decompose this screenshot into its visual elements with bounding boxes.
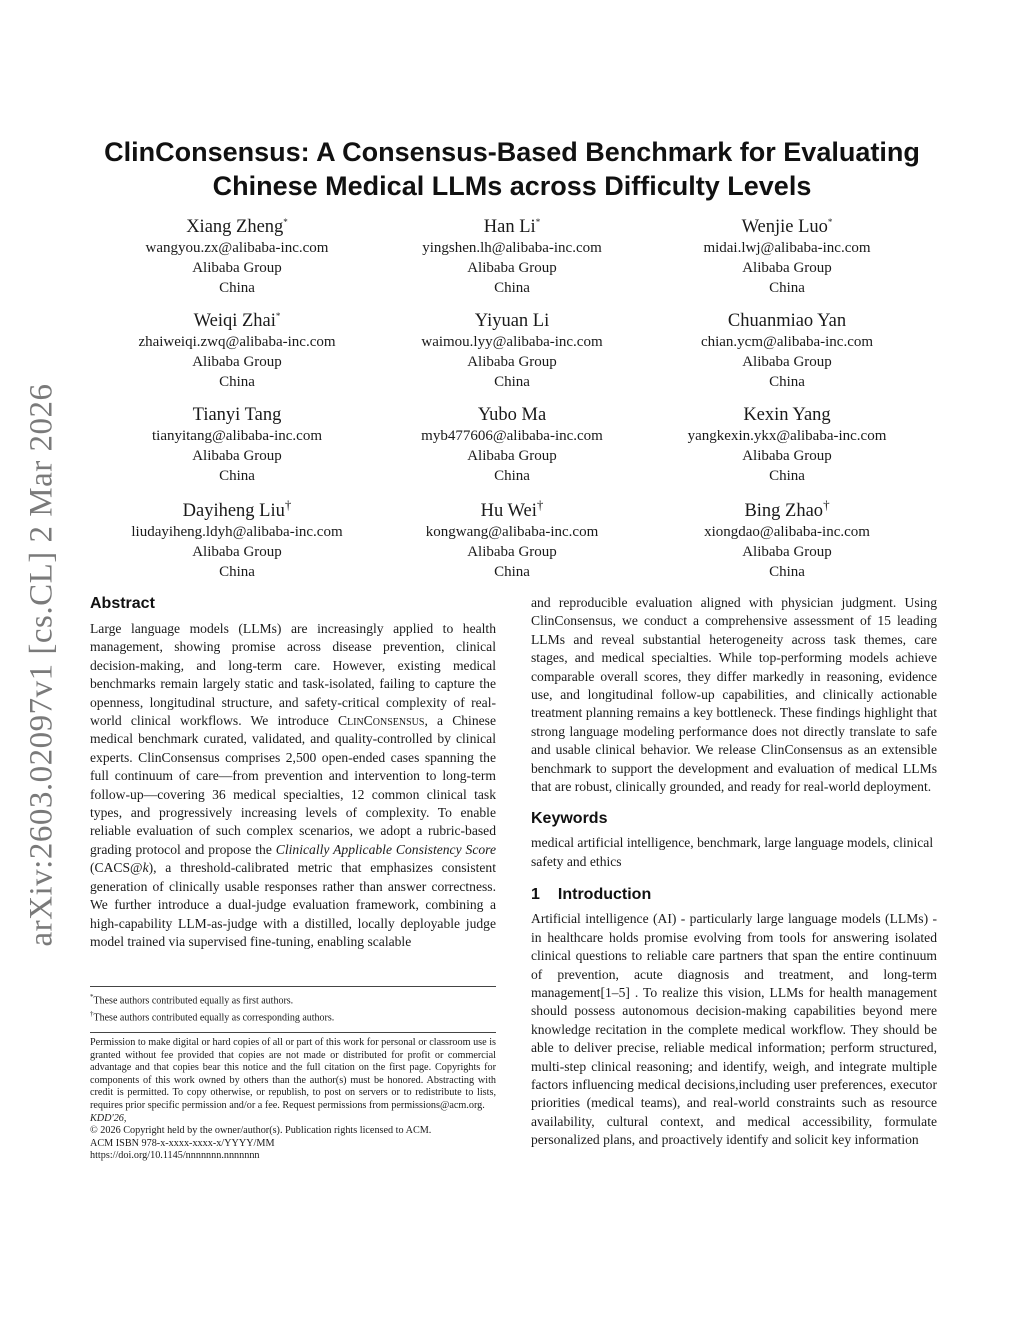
author-affiliation: Alibaba Group [467,448,557,464]
metric-name: Clinically Applicable Consistency Score [275,841,497,857]
keywords-heading: Keywords [531,810,608,828]
author-block [637,216,937,298]
footnote-mark: * [90,993,94,1001]
author-email[interactable]: xiongdao@alibaba-inc.com [704,524,870,540]
abstract-part-2: , a Chinese medical benchmark curated, validated, and quality-controlled by clinical experts. ClinConsensus comprises 2,500 open-ended cases spanning the full continuum of care—from prevention and intervention to long-term follow-up—covering 36 medical specialties, 12 common clinical task types, and progressively increasing levels of complexity. To enable reliable evaluation of such complex scenarios, we adopt a rubric-based grading protocol and propose the [90,713,496,857]
author-name: Xiang Zheng [186,217,284,237]
copyright-line: © 2026 Copyright held by the owner/author(s). Publication rights licensed to ACM. [90,1125,432,1137]
author-block [362,404,662,486]
author-affiliation: Alibaba Group [742,544,832,560]
keywords-text: medical artificial intelligence, benchmark, large language models, clinical safety and ethics [531,835,934,869]
author-name: Wenjie Luo [741,217,828,237]
author-block [637,404,937,486]
author-mark: † [823,496,830,512]
author-country: China [494,468,530,484]
conference-label: KDD'26, [90,1112,127,1124]
metric-k: k [142,860,149,876]
author-country: China [219,564,255,580]
permission-text: Permission to make digital or hard copies of all or part of this work for personal or classroom use is granted without fee provided that copies are not made or distributed for profit or commercial advantage and that copies bear this notice and the full citation on the first page. Copyrights for components of this work owned by others than the author(s) must be honored. Abstracting with credit is permitted. To copy otherwise, or republish, to post on servers or to redistribute to lists, requires prior specific permission and/or a fee. Request permissions from permissions@acm.org. [90,1037,496,1111]
author-affiliation: Alibaba Group [192,260,282,276]
author-email[interactable]: kongwang@alibaba-inc.com [425,524,599,540]
right-column [531,594,937,1150]
introduction-heading [531,885,937,905]
author-mark: * [535,216,541,227]
author-country: China [769,374,805,390]
author-country: China [219,280,255,296]
author-name: Yubo Ma [477,405,547,425]
author-country: China [769,280,805,296]
author-email[interactable]: liudayiheng.ldyh@alibaba-inc.com [131,524,343,540]
abstract-continued: and reproducible evaluation aligned with physician judgment. Using ClinConsensus, we conduct a comprehensive assessment of 15 leading LLMs and reveal substantial heterogeneity across task themes, care stages, and medical specialties. While top-performing models achieve comparable overall scores, they differ markedly in reasoning, evidence use, and longitudinal follow-up capabilities, and clinically actionable treatment planning remains a key bottleneck. These findings highlight that strong language modeling performance does not directly translate to safe and usable clinical behavior. We release ClinConsensus as an extensible benchmark to support the development and evaluation of medical LLMs that are robust, clinically grounded, and ready for real-world deployment. [531,595,937,795]
author-affiliation: Alibaba Group [742,354,832,370]
author-email[interactable]: chian.ycm@alibaba-inc.com [700,334,874,350]
introduction-text: Artificial intelligence (AI) - particularly large language models (LLMs) - in healthcare holds promise evolving from tools for answering isolated clinical questions to reliable care partners that span the entire continuum of prevention, acute diagnosis and treatment, and long-term management[1–5] . To realize this vision, LLMs for health management should possess autonomous decision-making capabilities beyond mere knowledge recitation in the complete medical workflow. They should be able to deliver precise, reliable medical information; perform structured, multi-step clinical reasoning; and identify, weigh, and integrate multiple factors influencing medical decisions,including user preferences, executor priorities (medical teams), and real-world constraints such as resource availability, cultural context, and medical accessibility, formulate personalized plans, and proactively identify and solicit key information [531,911,937,1148]
author-affiliation: Alibaba Group [467,544,557,560]
author-affiliation: Alibaba Group [742,448,832,464]
author-block [87,404,387,486]
arxiv-identifier[interactable]: arXiv:2603.02097v1 [cs.CL] 2 Mar 2026 [23,383,60,947]
author-block [362,310,662,392]
author-block [87,496,387,582]
permission-notice [90,1032,496,1163]
footnote-text: These authors contributed equally as first authors. [93,995,294,1007]
author-name: Han Li [483,217,536,237]
author-block [87,310,387,392]
footnote-corresponding-authors [90,1008,496,1025]
author-mark: † [284,496,292,512]
author-mark: * [827,216,833,227]
left-column [90,594,496,951]
author-name: Yiyuan Li [474,311,550,331]
author-affiliation: Alibaba Group [192,354,282,370]
author-name: Bing Zhao [744,501,824,521]
footnote-first-authors [90,991,496,1008]
author-country: China [494,374,530,390]
abstract-part-3: ), a threshold-calibrated metric that emphasizes consistent generation of clinically usable responses rather than answer correctness. We further introduce a dual-judge evaluation framework, combining a high-capability LLM-as-judge with a distilled, locally deployable judge model trained via supervised fine-tuning, enabling scalable [90,860,496,949]
author-email[interactable]: yingshen.lh@alibaba-inc.com [422,240,602,256]
abstract-text [90,620,496,951]
author-affiliation: Alibaba Group [192,544,282,560]
author-email[interactable]: yangkexin.ykx@alibaba-inc.com [687,428,887,444]
author-name: Kexin Yang [743,405,831,425]
author-affiliation: Alibaba Group [467,354,557,370]
title-line-2: Chinese Medical LLMs across Difficulty Levels [212,171,812,201]
author-country: China [769,468,805,484]
author-block [637,310,937,392]
doi-link[interactable]: https://doi.org/10.1145/nnnnnnn.nnnnnnn [90,1150,260,1162]
author-email[interactable]: myb477606@alibaba-inc.com [421,428,603,444]
footnote-text: These authors contributed equally as corresponding authors. [93,1012,335,1024]
author-block [87,216,387,298]
author-name: Chuanmiao Yan [727,311,847,331]
author-email[interactable]: tianyitang@alibaba-inc.com [151,428,322,444]
author-block [637,496,937,582]
section-title: Introduction [557,886,652,904]
author-affiliation: Alibaba Group [742,260,832,276]
author-mark: * [275,310,281,321]
author-email[interactable]: wangyou.zx@alibaba-inc.com [145,240,329,256]
isbn-line: ACM ISBN 978-x-xxxx-xxxx-x/YYYY/MM [90,1137,275,1149]
author-block [362,216,662,298]
paper-title [90,135,934,203]
author-footnotes [90,986,496,1025]
author-country: China [219,468,255,484]
author-block [362,496,662,582]
author-affiliation: Alibaba Group [192,448,282,464]
author-country: China [219,374,255,390]
metric-abbrev: (CACS@ [90,860,143,876]
author-country: China [494,280,530,296]
author-name: Tianyi Tang [192,405,282,425]
author-country: China [769,564,805,580]
author-email[interactable]: waimou.lyy@alibaba-inc.com [421,334,603,350]
footnote-mark: † [90,1009,94,1018]
author-email[interactable]: midai.lwj@alibaba-inc.com [703,240,871,256]
author-country: China [494,564,530,580]
author-affiliation: Alibaba Group [467,260,557,276]
author-name: Weiqi Zhai [193,311,276,331]
author-name: Hu Wei [480,501,537,521]
title-line-1: ClinConsensus: A Consensus-Based Benchmark for Evaluating [104,137,920,167]
abstract-heading: Abstract [90,595,155,612]
section-number: 1 [531,886,540,904]
author-mark: * [283,216,288,227]
author-email[interactable]: zhaiweiqi.zwq@alibaba-inc.com [138,334,336,350]
author-mark: † [536,496,544,512]
benchmark-name: ClinConsensus [337,713,425,729]
abstract-part-1: Large language models (LLMs) are increasingly applied to health management, showing promise across disease prevention, clinical decision-making, and long-term care. However, existing medical benchmarks remain largely static and task-isolated, failing to capture the openness, longitudinal structure, and safety-critical complexity of real-world clinical workflows. We introduce [90,621,496,729]
author-name: Dayiheng Liu [182,501,285,521]
